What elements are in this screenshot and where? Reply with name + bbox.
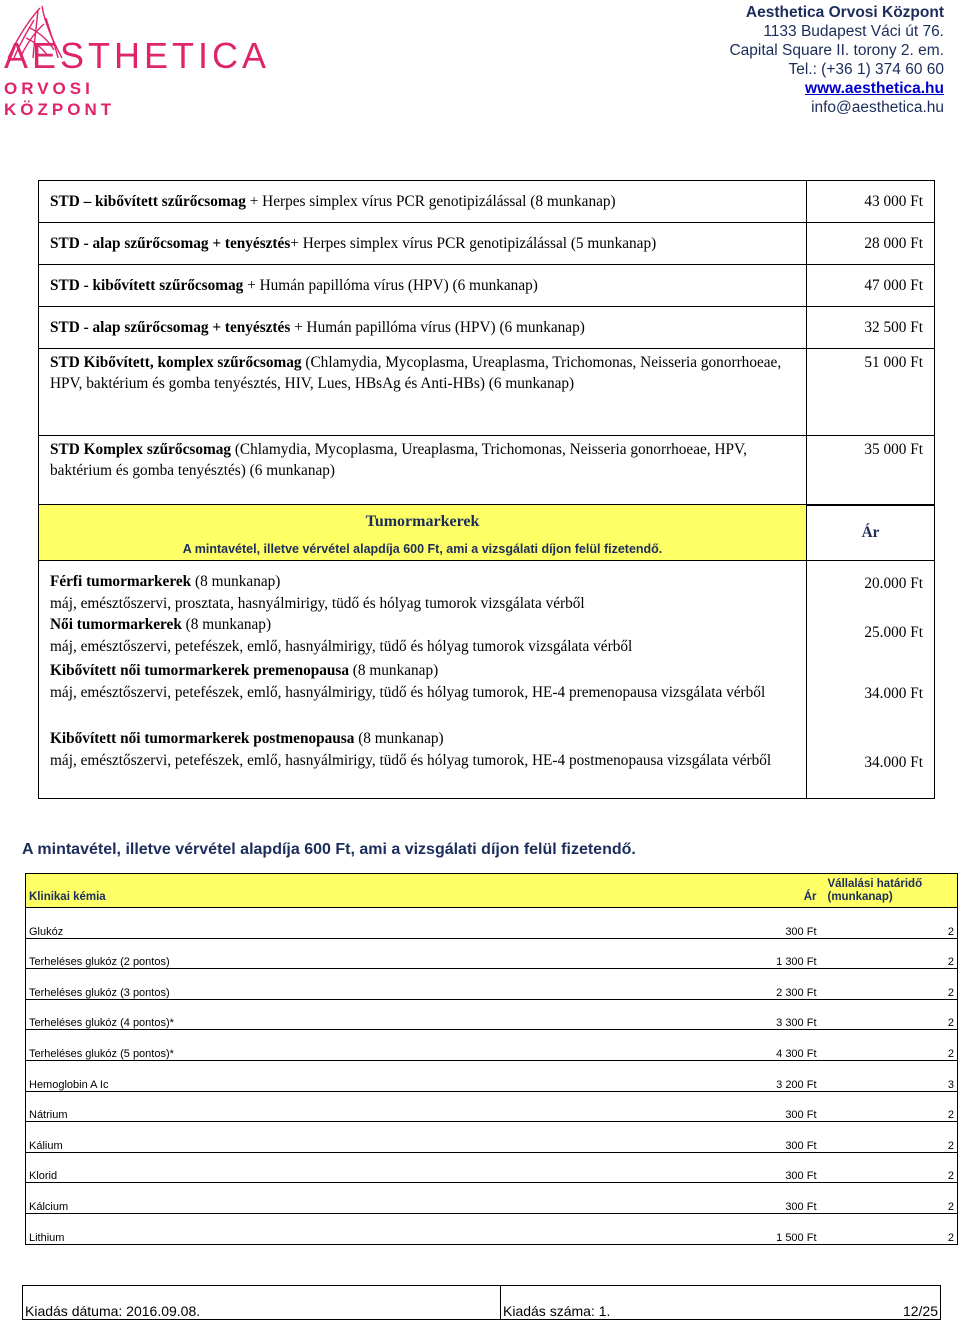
sampling-fee-notice: A mintavétel, illetve vérvétel alapdíja 600 Ft, ami a vizsgálati díjon felül fizetendő. — [22, 841, 636, 858]
chem-price: 1 500 Ft — [746, 1213, 820, 1244]
std-desc: STD Komplex szűrőcsomag (Chlamydia, Mycoplasma, Ureaplasma, Trichomonas, Neisseria gonorrhoeae, HPV, baktérium és gomba tenyésztés) (6 munkanap) — [39, 436, 807, 506]
website-link[interactable]: www.aesthetica.hu — [805, 80, 944, 97]
table-row — [39, 614, 935, 660]
table-row — [39, 265, 935, 307]
chem-name: Klorid — [26, 1152, 746, 1183]
table-row — [26, 1213, 958, 1244]
tumor-desc: Kibővített női tumormarkerek postmenopausa (8 munkanap) máj, emésztőszervi, petefészek, emlő, hasnyálmirigy, tüdő és hólyag tumorok, HE-4 postmenopausa vizsgálata vérből — [39, 728, 807, 798]
table-row — [39, 561, 935, 615]
chem-price: 3 300 Ft — [746, 999, 820, 1030]
std-price: 28 000 Ft — [807, 223, 935, 265]
tumor-desc: Kibővített női tumormarkerek premenopausa (8 munkanap) máj, emésztőszervi, petefészek, emlő, hasnyálmirigy, tüdő és hólyag tumorok, HE-4 premenopausa vizsgálata vérből — [39, 660, 807, 728]
chem-header-row — [26, 874, 958, 908]
chem-name: Glukóz — [26, 908, 746, 939]
chem-name: Terheléses glukóz (4 pontos)* — [26, 999, 746, 1030]
std-price-table — [38, 180, 935, 506]
chem-header-price: Ár — [746, 874, 820, 908]
table-row — [39, 728, 935, 798]
issue-number: Kiadás száma: 1. — [503, 1303, 611, 1319]
std-price: 51 000 Ft — [807, 349, 935, 436]
tumor-header — [39, 505, 807, 561]
phone: Tel.: (+36 1) 374 60 60 — [788, 61, 944, 78]
chem-days: 2 — [820, 999, 958, 1030]
clinic-name: Aesthetica Orvosi Központ — [745, 4, 944, 21]
chem-price: 300 Ft — [746, 1152, 820, 1183]
address-line-2: Capital Square II. torony 2. em. — [729, 42, 944, 59]
tumor-desc: Női tumormarkerek (8 munkanap) máj, emésztőszervi, petefészek, emlő, hasnyálmirigy, tüdő és hólyag tumorok vizsgálata vérből — [39, 614, 807, 660]
contact-block — [614, 3, 944, 117]
price-header: Ár — [807, 505, 935, 561]
std-price: 43 000 Ft — [807, 181, 935, 223]
email[interactable]: info@aesthetica.hu — [811, 99, 944, 116]
chem-name: Terheléses glukóz (5 pontos)* — [26, 1030, 746, 1061]
table-row — [26, 1152, 958, 1183]
logo-text-main: AESTHETICA — [4, 35, 271, 76]
chem-price: 300 Ft — [746, 1122, 820, 1153]
chem-days: 2 — [820, 938, 958, 969]
std-desc: STD Kibővített, komplex szűrőcsomag (Chlamydia, Mycoplasma, Ureaplasma, Trichomonas, Neisseria gonorrhoeae, HPV, baktérium és gomba tenyésztés, HIV, Lues, HBsAg és Anti-HBs) (6 munkanap) — [39, 349, 807, 436]
issue-number-cell — [501, 1286, 941, 1320]
table-row — [26, 1091, 958, 1122]
tumormarker-table — [38, 504, 935, 799]
chem-name: Hemoglobin A Ic — [26, 1060, 746, 1091]
chem-name: Terheléses glukóz (3 pontos) — [26, 969, 746, 1000]
tumor-price: 20.000 Ft — [807, 561, 935, 615]
page-number: 12/25 — [902, 1303, 938, 1319]
chem-header-deadline: Vállalási határidő (munkanap) — [820, 874, 958, 908]
chem-days: 2 — [820, 969, 958, 1000]
table-row — [26, 1122, 958, 1153]
chem-price: 4 300 Ft — [746, 1030, 820, 1061]
chem-name: Nátrium — [26, 1091, 746, 1122]
std-desc: STD - alap szűrőcsomag + tenyésztés + Humán papillóma vírus (HPV) (6 munkanap) — [39, 307, 807, 349]
chem-price: 300 Ft — [746, 1091, 820, 1122]
chem-days: 2 — [820, 1030, 958, 1061]
tumor-price: 34.000 Ft — [807, 728, 935, 798]
chem-price: 1 300 Ft — [746, 938, 820, 969]
chem-days: 2 — [820, 1122, 958, 1153]
std-desc: STD - alap szűrőcsomag + tenyésztés+ Herpes simplex vírus PCR genotipizálással (5 munkanap) — [39, 223, 807, 265]
table-row — [26, 999, 958, 1030]
table-row — [39, 181, 935, 223]
chem-name: Kálium — [26, 1122, 746, 1153]
std-price: 47 000 Ft — [807, 265, 935, 307]
chem-price: 2 300 Ft — [746, 969, 820, 1000]
tumor-desc: Férfi tumormarkerek (8 munkanap) máj, emésztőszervi, prosztata, hasnyálmirigy, tüdő és hólyag tumorok vizsgálata vérből — [39, 561, 807, 615]
aesthetica-logo — [0, 0, 300, 125]
footer-row — [23, 1286, 941, 1320]
chem-days: 2 — [820, 908, 958, 939]
logo-text-sub2: KÖZPONT — [4, 100, 116, 119]
table-row — [39, 436, 935, 506]
tumor-price: 25.000 Ft — [807, 614, 935, 660]
chem-price: 3 200 Ft — [746, 1060, 820, 1091]
table-row — [26, 1060, 958, 1091]
chem-header-name: Klinikai kémia — [26, 874, 746, 908]
table-row — [26, 938, 958, 969]
chem-price: 300 Ft — [746, 908, 820, 939]
tumor-title: Tumormarkerek — [365, 513, 480, 530]
logo-text-sub1: ORVOSI — [4, 79, 94, 98]
std-price: 32 500 Ft — [807, 307, 935, 349]
table-row — [26, 908, 958, 939]
table-row — [26, 1183, 958, 1214]
tumor-header-row — [39, 505, 935, 561]
std-desc: STD - kibővített szűrőcsomag + Humán papillóma vírus (HPV) (6 munkanap) — [39, 265, 807, 307]
table-row — [26, 969, 958, 1000]
chem-name: Kálcium — [26, 1183, 746, 1214]
chem-name: Terheléses glukóz (2 pontos) — [26, 938, 746, 969]
table-row — [39, 660, 935, 728]
std-price: 35 000 Ft — [807, 436, 935, 506]
chem-days: 2 — [820, 1091, 958, 1122]
chem-days: 2 — [820, 1152, 958, 1183]
chem-name: Lithium — [26, 1213, 746, 1244]
table-row — [39, 223, 935, 265]
issue-date: Kiadás dátuma: 2016.09.08. — [23, 1286, 501, 1320]
tumor-subtitle: A mintavétel, illetve vérvétel alapdíja 600 Ft, ami a vizsgálati díjon felül fizetendő. — [182, 541, 663, 556]
chem-price: 300 Ft — [746, 1183, 820, 1214]
table-row — [39, 349, 935, 436]
chem-days: 2 — [820, 1213, 958, 1244]
clinical-chemistry-table — [25, 873, 958, 1245]
chem-days: 3 — [820, 1060, 958, 1091]
chem-days: 2 — [820, 1183, 958, 1214]
address-line-1: 1133 Budapest Váci út 76. — [763, 23, 944, 40]
table-row — [26, 1030, 958, 1061]
document-footer — [22, 1285, 941, 1320]
tumor-price: 34.000 Ft — [807, 660, 935, 728]
table-row — [39, 307, 935, 349]
std-desc: STD – kibővített szűrőcsomag + Herpes simplex vírus PCR genotipizálással (8 munkanap) — [39, 181, 807, 223]
